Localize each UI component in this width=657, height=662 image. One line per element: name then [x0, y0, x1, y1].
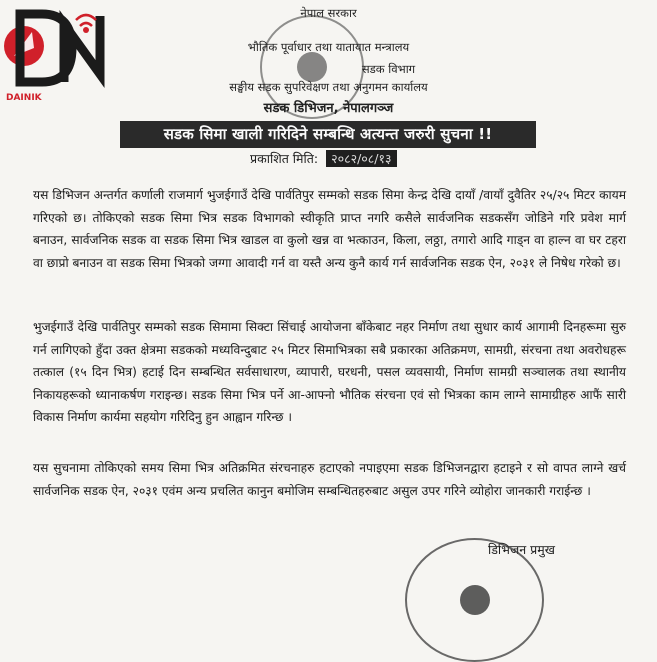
header-division: सडक डिभिजन, नेपालगञ्ज [263, 101, 394, 116]
header-government: नेपाल सरकार [300, 6, 357, 20]
publication-date [250, 150, 397, 167]
official-seal [405, 538, 544, 662]
publication-date-value: २०८२/०८/१३ [326, 150, 396, 167]
logo-caption: DAINIK [6, 93, 42, 103]
notice-paragraph-1: यस डिभिजन अन्तर्गत कर्णाली राजमार्ग भुजईगाउँ देखि पार्वतिपुर सम्मको सडक सिमा केन्द्र देखि दायाँ /वायाँ दुवैतिर २५/२५ मिटर कायम गरिएको छ। तोकिएको सडक सिमा भित्र सडक विभागको स्वीकृति प्राप्त नगरि कसैले सार्वजनिक सडकसँग जोडिने गरि प्रवेश मार्ग बनाउन, सार्वजनिक सडक वा सडक सिमा भित्र खाडल वा कुलो खन्न वा भत्काउन, किला, लठ्ठा, तगारो आदि गाड्न वा हाल्न वा घर टहरा वा छाप्रो बनाउन वा सडक सिमा भित्रको जग्गा आवादी गर्न वा यस्तै अन्य कुनै कार्य गर्न सार्वजनिक सडक ऐन, २०३१ ले निषेध गरेको छ। [33, 188, 626, 270]
signature-title: डिभिजन प्रमुख [488, 542, 555, 557]
header-office: सङ्घीय सडक सुपरिवेक्षण तथा अनुगमन कार्यालय [229, 80, 428, 94]
notice-title: सडक सिमा खाली गरिदिने सम्बन्धि अत्यन्त जरुरी सुचना !! [120, 121, 536, 148]
notice-paragraph-3: यस सुचनामा तोकिएको समय सिमा भित्र अतिक्रमित संरचनाहरु हटाएको नपाइएमा सडक डिभिजनद्वारा हटाइने र सो वापत लाग्ने खर्च सार्वजनिक सडक ऐन, २०३१ एवंम अन्य प्रचलित कानुन बमोजिम सम्बन्धितहरुबाट असुल उपर गरिने व्योहोरा जानकारी गराईन्छ । [33, 461, 626, 498]
publication-date-label: प्रकाशित मिति: [250, 151, 319, 166]
notice-paragraph-2: भुजईगाउँ देखि पार्वतिपुर सम्मको सडक सिमामा सिक्टा सिंचाई आयोजना बाँकेबाट नहर निर्माण तथा सुधार कार्य आगामी दिनहरूमा सुरु गर्न लागिएको हुँदा उक्त क्षेत्रमा सडकको मध्यविन्दुबाट २५ मिटर सिमाभित्रका सबै प्रकारका अतिक्रमण, सामग्री, संरचना तथा अवरोधहरू तत्काल (१५ दिन भित्र) हटाई दिन सम्बन्धित सर्वसाधारण, व्यापारी, घरधनी, पसल व्यवसायी, निर्माण सामग्री सञ्चालक तथा स्थानीय निकायहरूको ध्यानाकर्षण गराइन्छ। सडक सिमा भित्र पर्ने आ-आफ्नो भौतिक संरचना एवं सो भित्रका काम लाग्ने सामाग्रीहरु आफैं सारी विकास निर्माण कार्यमा सहयोग गरिदिनु हुन आह्वान गरिन्छ । [33, 320, 626, 424]
header-ministry: भौतिक पूर्वाधार तथा यातायात मन्त्रालय [247, 40, 410, 54]
header-department: सडक विभाग [361, 62, 416, 76]
